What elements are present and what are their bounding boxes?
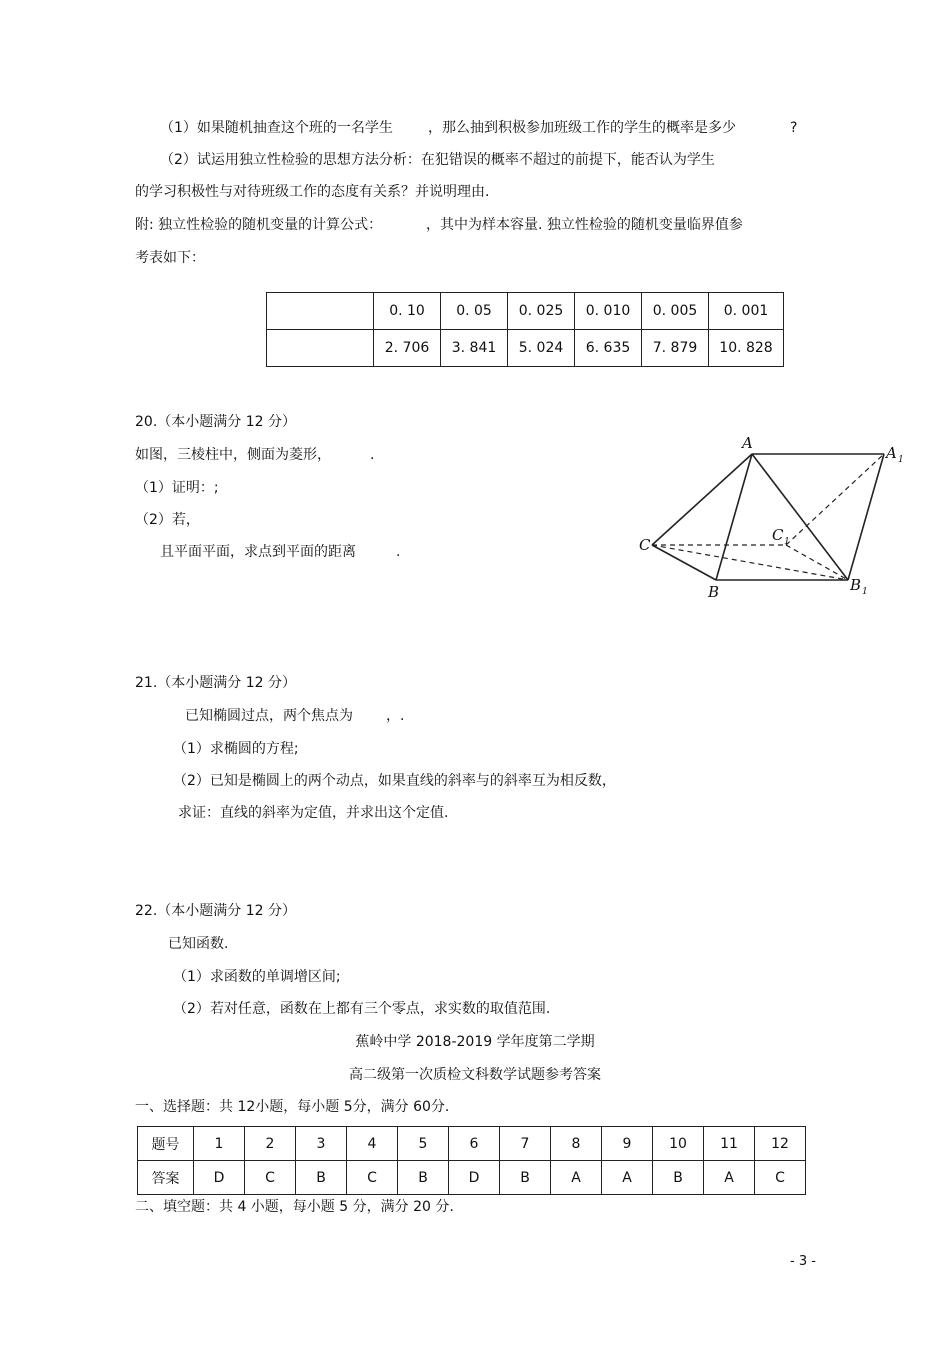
table-cell: 题号 [138,1127,194,1161]
table-cell: 8 [551,1127,602,1161]
q22-part1: （1）求函数的单调增区间; [173,969,341,985]
q20-title: 20.（本小题满分 12 分） [135,414,296,430]
table-cell: 1 [194,1127,245,1161]
table-cell: C [347,1161,398,1195]
table-cell [267,293,374,330]
answers-section-1: 一、选择题：共 12小题，每小题 5分，满分 60分. [135,1099,450,1115]
table-cell: 4 [347,1127,398,1161]
table-cell: D [449,1161,500,1195]
q20-part2: （2）若， [135,512,200,528]
q20-part1: （1）证明：; [135,480,219,496]
page-number: - 3 - [790,1254,816,1269]
q19-part1-cont: ，那么抽到积极参加班级工作的学生的概率是多少 [428,120,736,136]
q22-stem: 已知函数. [168,936,229,952]
q19-note-cont: ，其中为样本容量. 独立性检验的随机变量临界值参 [426,217,743,233]
table-cell: A [704,1161,755,1195]
table-cell: 9 [602,1127,653,1161]
edge-c-b1 [652,545,848,580]
edge-a-b [716,454,752,580]
table-cell: 3 [296,1127,347,1161]
answers-school-header: 蕉岭中学 2018-2019 学年度第二学期 [355,1034,595,1050]
table-cell: 6 [449,1127,500,1161]
table-cell: 10 [653,1127,704,1161]
edge-a1-b1 [848,454,884,580]
q20-stem: 如图，三棱柱中，侧面为菱形， [135,447,331,463]
table-cell: 答案 [138,1161,194,1195]
edge-c-b [652,545,716,580]
table-row [267,293,784,330]
q20-stem-end: . [370,447,375,463]
table-cell [267,330,374,367]
table-cell: 2 [245,1127,296,1161]
label-c1-sub: 1 [784,537,790,547]
label-a: A [742,434,753,452]
table-cell: 0. 10 [374,293,441,330]
table-cell: 11 [704,1127,755,1161]
table-cell: 0. 025 [508,293,575,330]
table-cell: 2. 706 [374,330,441,367]
answers-title: 高二级第一次质检文科数学试题参考答案 [349,1067,601,1083]
q19-part2-cont: 的学习积极性与对待班级工作的态度有关系？并说明理由. [135,184,490,200]
q21-title: 21.（本小题满分 12 分） [135,675,296,691]
critical-value-table [266,292,784,367]
q22-title: 22.（本小题满分 12 分） [135,903,296,919]
q21-stem: 已知椭圆过点，两个焦点为 [185,708,353,724]
table-cell: 3. 841 [441,330,508,367]
prism-figure [636,430,906,605]
edge-c1-b1 [786,545,848,580]
table-cell: 5. 024 [508,330,575,367]
table-cell: B [500,1161,551,1195]
table-row [138,1127,806,1161]
label-c1: C [772,526,784,544]
q21-part1: （1）求椭圆的方程; [173,741,299,757]
answer-table [137,1126,806,1195]
answers-section-2: 二、填空题：共 4 小题，每小题 5 分，满分 20 分. [135,1199,454,1215]
q19-part2: （2）试运用独立性检验的思想方法分析：在犯错误的概率不超过的前提下，能否认为学生 [160,152,715,168]
table-row [138,1161,806,1195]
label-a1: A [886,444,897,462]
q22-part2: （2）若对任意，函数在上都有三个零点，求实数的取值范围. [173,1001,551,1017]
label-b1: B [850,576,862,594]
table-cell: 12 [755,1127,806,1161]
table-cell: 0. 001 [709,293,784,330]
table-cell: 10. 828 [709,330,784,367]
table-cell: A [602,1161,653,1195]
label-b: B [708,583,720,601]
q20-part2-end: . [396,544,401,560]
table-cell: B [653,1161,704,1195]
q19-part1: （1）如果随机抽查这个班的一名学生 [160,120,393,136]
q19-note-line2: 考表如下： [135,250,205,266]
edge-a-c [652,454,752,545]
table-cell: 5 [398,1127,449,1161]
q21-part2: （2）已知是椭圆上的两个动点，如果直线的斜率与的斜率互为相反数， [173,773,616,789]
table-cell: 7 [500,1127,551,1161]
q19-part1-qmark: ? [790,120,798,136]
q21-part2-cont: 求证：直线的斜率为定值，并求出这个定值. [178,805,449,821]
q19-note: 附: 独立性检验的随机变量的计算公式： [135,217,383,233]
table-cell: A [551,1161,602,1195]
q21-stem-end: ，. [386,708,405,724]
table-cell: 7. 879 [642,330,709,367]
table-cell: C [755,1161,806,1195]
table-cell: 0. 05 [441,293,508,330]
table-cell: C [245,1161,296,1195]
label-b1-sub: 1 [862,587,868,597]
label-c: C [639,536,651,554]
edge-c1-a1 [786,454,884,545]
table-row [267,330,784,367]
table-cell: B [398,1161,449,1195]
table-cell: D [194,1161,245,1195]
edge-a-b1 [752,454,848,580]
table-cell: B [296,1161,347,1195]
table-cell: 0. 010 [575,293,642,330]
label-a1-sub: 1 [898,455,904,465]
table-cell: 0. 005 [642,293,709,330]
table-cell: 6. 635 [575,330,642,367]
q20-part2-cont: 且平面平面，求点到平面的距离 [160,544,356,560]
